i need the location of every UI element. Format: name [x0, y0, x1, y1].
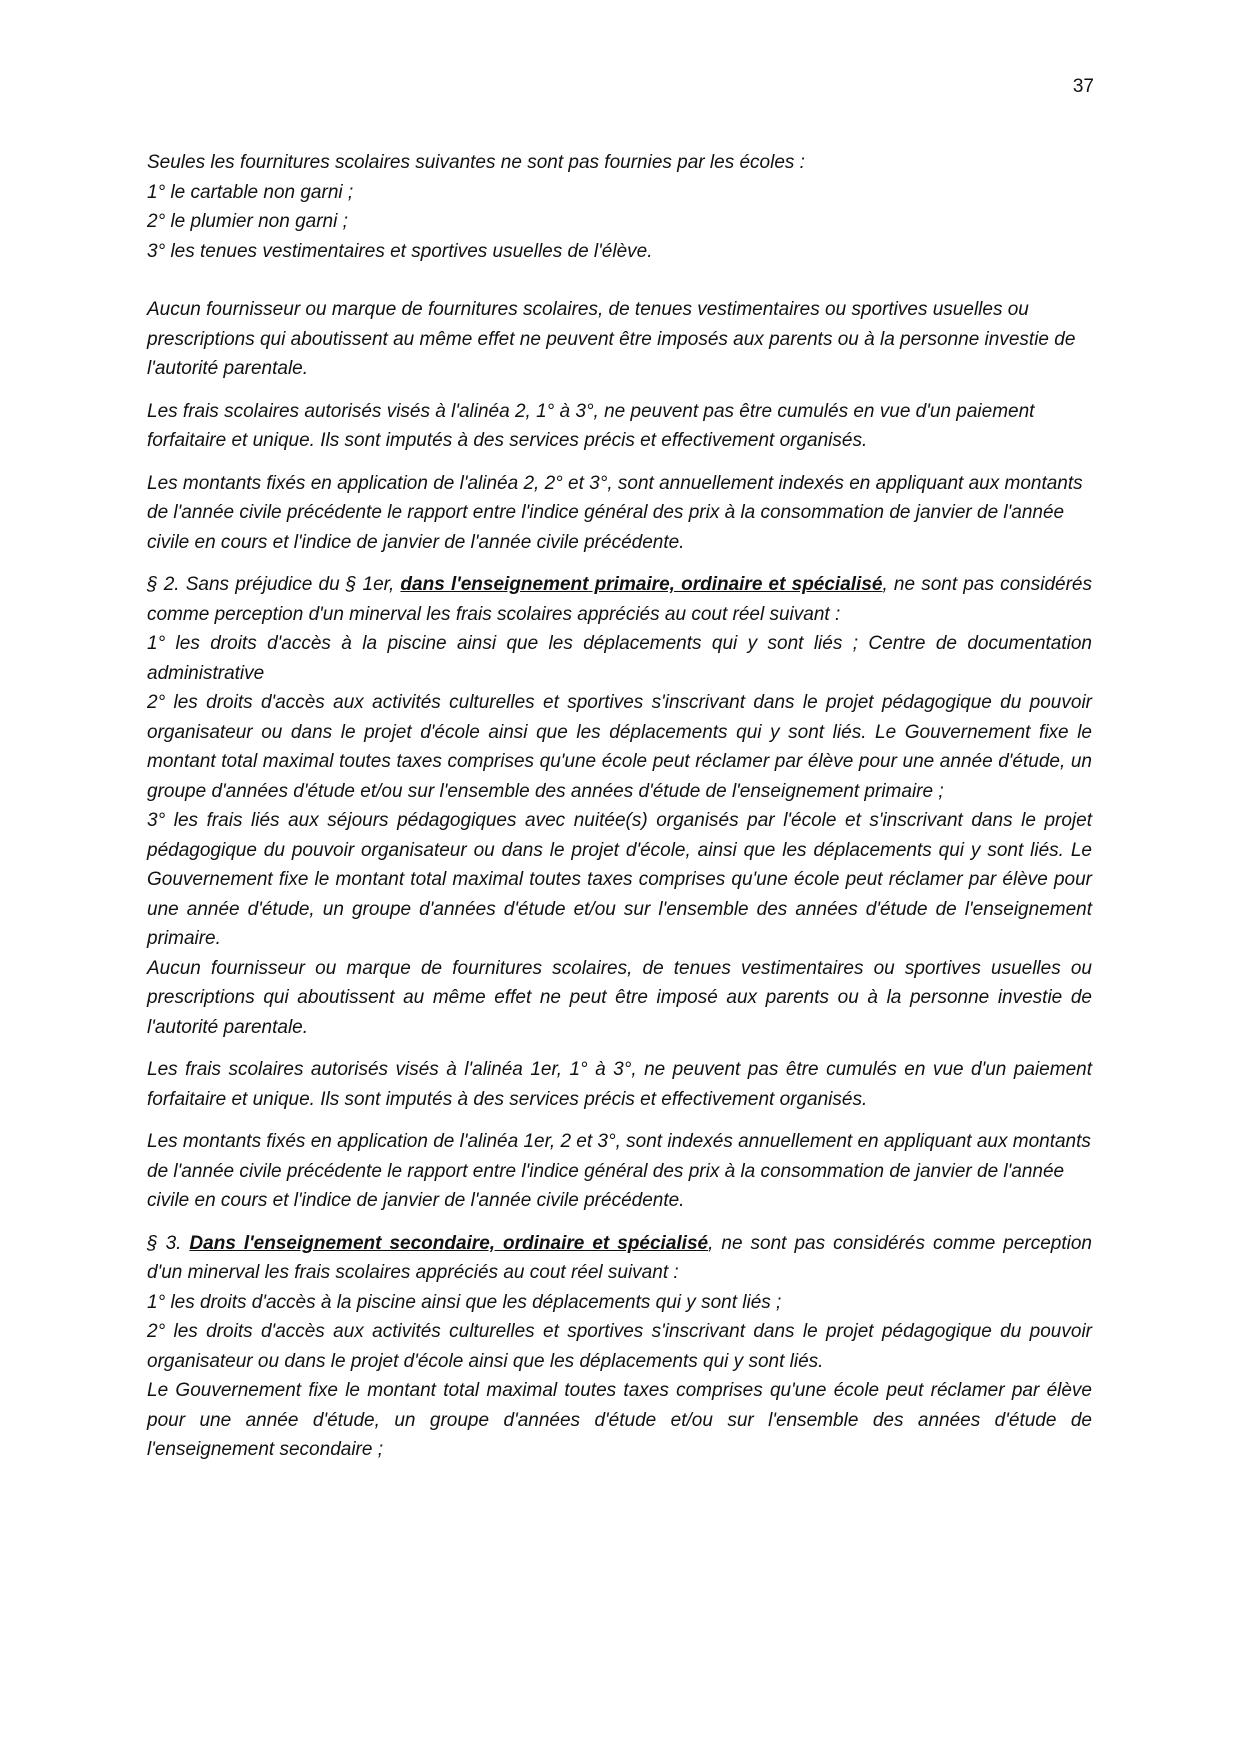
page-number: 37: [1072, 76, 1094, 97]
section-2-emphasis: dans l'enseignement primaire, ordinaire et spécialisé: [400, 574, 883, 595]
paragraph: Les frais scolaires autorisés visés à l'alinéa 1er, 1° à 3°, ne peuvent pas être cumulés en vue d'un paiement forfaitaire et unique. Ils sont imputés à des services précis et effectivement organisés.: [147, 1059, 1092, 1110]
section-2-intro: § 2. Sans préjudice du § 1er, dans l'enseignement primaire, ordinaire et spécialisé, ne sont pas considérés comme perception d'un minerval les frais scolaires appréciés au cout réel suivant :: [147, 574, 1092, 625]
document-body: [147, 148, 1092, 1478]
supplies-list: [147, 148, 1092, 266]
section-3-emphasis: Dans l'enseignement secondaire, ordinaire et spécialisé: [189, 1232, 709, 1254]
supplies-item: 3° les tenues vestimentaires et sportives usuelles de l'élève.: [147, 240, 653, 262]
supplies-item: 1° le cartable non garni ;: [147, 181, 354, 203]
paragraph: Les frais scolaires autorisés visés à l'alinéa 2, 1° à 3°, ne peuvent pas être cumulés en vue d'un paiement forfaitaire et unique. Ils sont imputés à des services précis et effectivement organisés.: [147, 400, 1035, 451]
paragraph: Aucun fournisseur ou marque de fournitures scolaires, de tenues vestimentaires ou sportives usuelles ou prescriptions qui aboutissent au même effet ne peuvent être imposés aux parents ou à la personne investie de l'autorité parentale.: [147, 299, 1076, 379]
section-2-item-2: 2° les droits d'accès aux activités culturelles et sportives s'inscrivant dans le projet pédagogique du pouvoir organisateur ou dans le projet d'école ainsi que les déplacements qui y sont liés. Le Gouvernement fixe le montant total maximal toutes taxes comprises qu'une école peut réclamer par élève pour une année d'étude, un groupe d'années d'étude et/ou sur l'ensemble des années d'étude de l'enseignement primaire ;: [147, 692, 1092, 802]
section-3-item-1: 1° les droits d'accès à la piscine ainsi que les déplacements qui y sont liés ;: [147, 1291, 782, 1313]
section-3: [147, 1229, 1092, 1465]
section-2-closing: Aucun fournisseur ou marque de fournitures scolaires, de tenues vestimentaires ou sportives usuelles ou prescriptions qui aboutissent au même effet ne peut être imposé aux parents ou à la personne investie de l'autorité parentale.: [147, 957, 1092, 1038]
paragraph: Les montants fixés en application de l'alinéa 1er, 2 et 3°, sont indexés annuellement en appliquant aux montants de l'année civile précédente le rapport entre l'indice général des prix à la consommation de janvier de l'année civile en cours et l'indice de janvier de l'année civile précédente.: [147, 1131, 1091, 1211]
paragraph: Les montants fixés en application de l'alinéa 2, 2° et 3°, sont annuellement indexés en appliquant aux montants de l'année civile précédente le rapport entre l'indice général des prix à la consommation de janvier de l'année civile en cours et l'indice de janvier de l'année civile précédente.: [147, 472, 1083, 553]
section-3-intro: § 3. Dans l'enseignement secondaire, ordinaire et spécialisé, ne sont pas considérés comme perception d'un minerval les frais scolaires appréciés au cout réel suivant :: [147, 1232, 1092, 1283]
supplies-item: 2° le plumier non garni ;: [147, 211, 348, 232]
section-2-item-1: 1° les droits d'accès à la piscine ainsi que les déplacements qui y sont liés ; Centre de documentation administrative: [147, 633, 1092, 684]
section-3-item-3: Le Gouvernement fixe le montant total maximal toutes taxes comprises qu'une école peut réclamer par élève pour une année d'étude, un groupe d'années d'étude et/ou sur l'ensemble des années d'étude de l'enseignement secondaire ;: [147, 1380, 1092, 1460]
section-3-item-2: 2° les droits d'accès aux activités culturelles et sportives s'inscrivant dans le projet pédagogique du pouvoir organisateur ou dans le projet d'école ainsi que les déplacements qui y sont liés.: [147, 1321, 1092, 1372]
supplies-lead: Seules les fournitures scolaires suivantes ne sont pas fournies par les écoles :: [147, 152, 805, 173]
section-2: [147, 570, 1092, 1042]
section-2-item-3: 3° les frais liés aux séjours pédagogiques avec nuitée(s) organisés par l'école et s'inscrivant dans le projet pédagogique du pouvoir organisateur ou dans le projet d'école, ainsi que les déplacements qui y sont liés. Le Gouvernement fixe le montant total maximal toutes taxes comprises qu'une école peut réclamer par élève pour une année d'étude, un groupe d'années d'étude et/ou sur l'ensemble des années d'étude de l'enseignement primaire.: [147, 810, 1092, 949]
